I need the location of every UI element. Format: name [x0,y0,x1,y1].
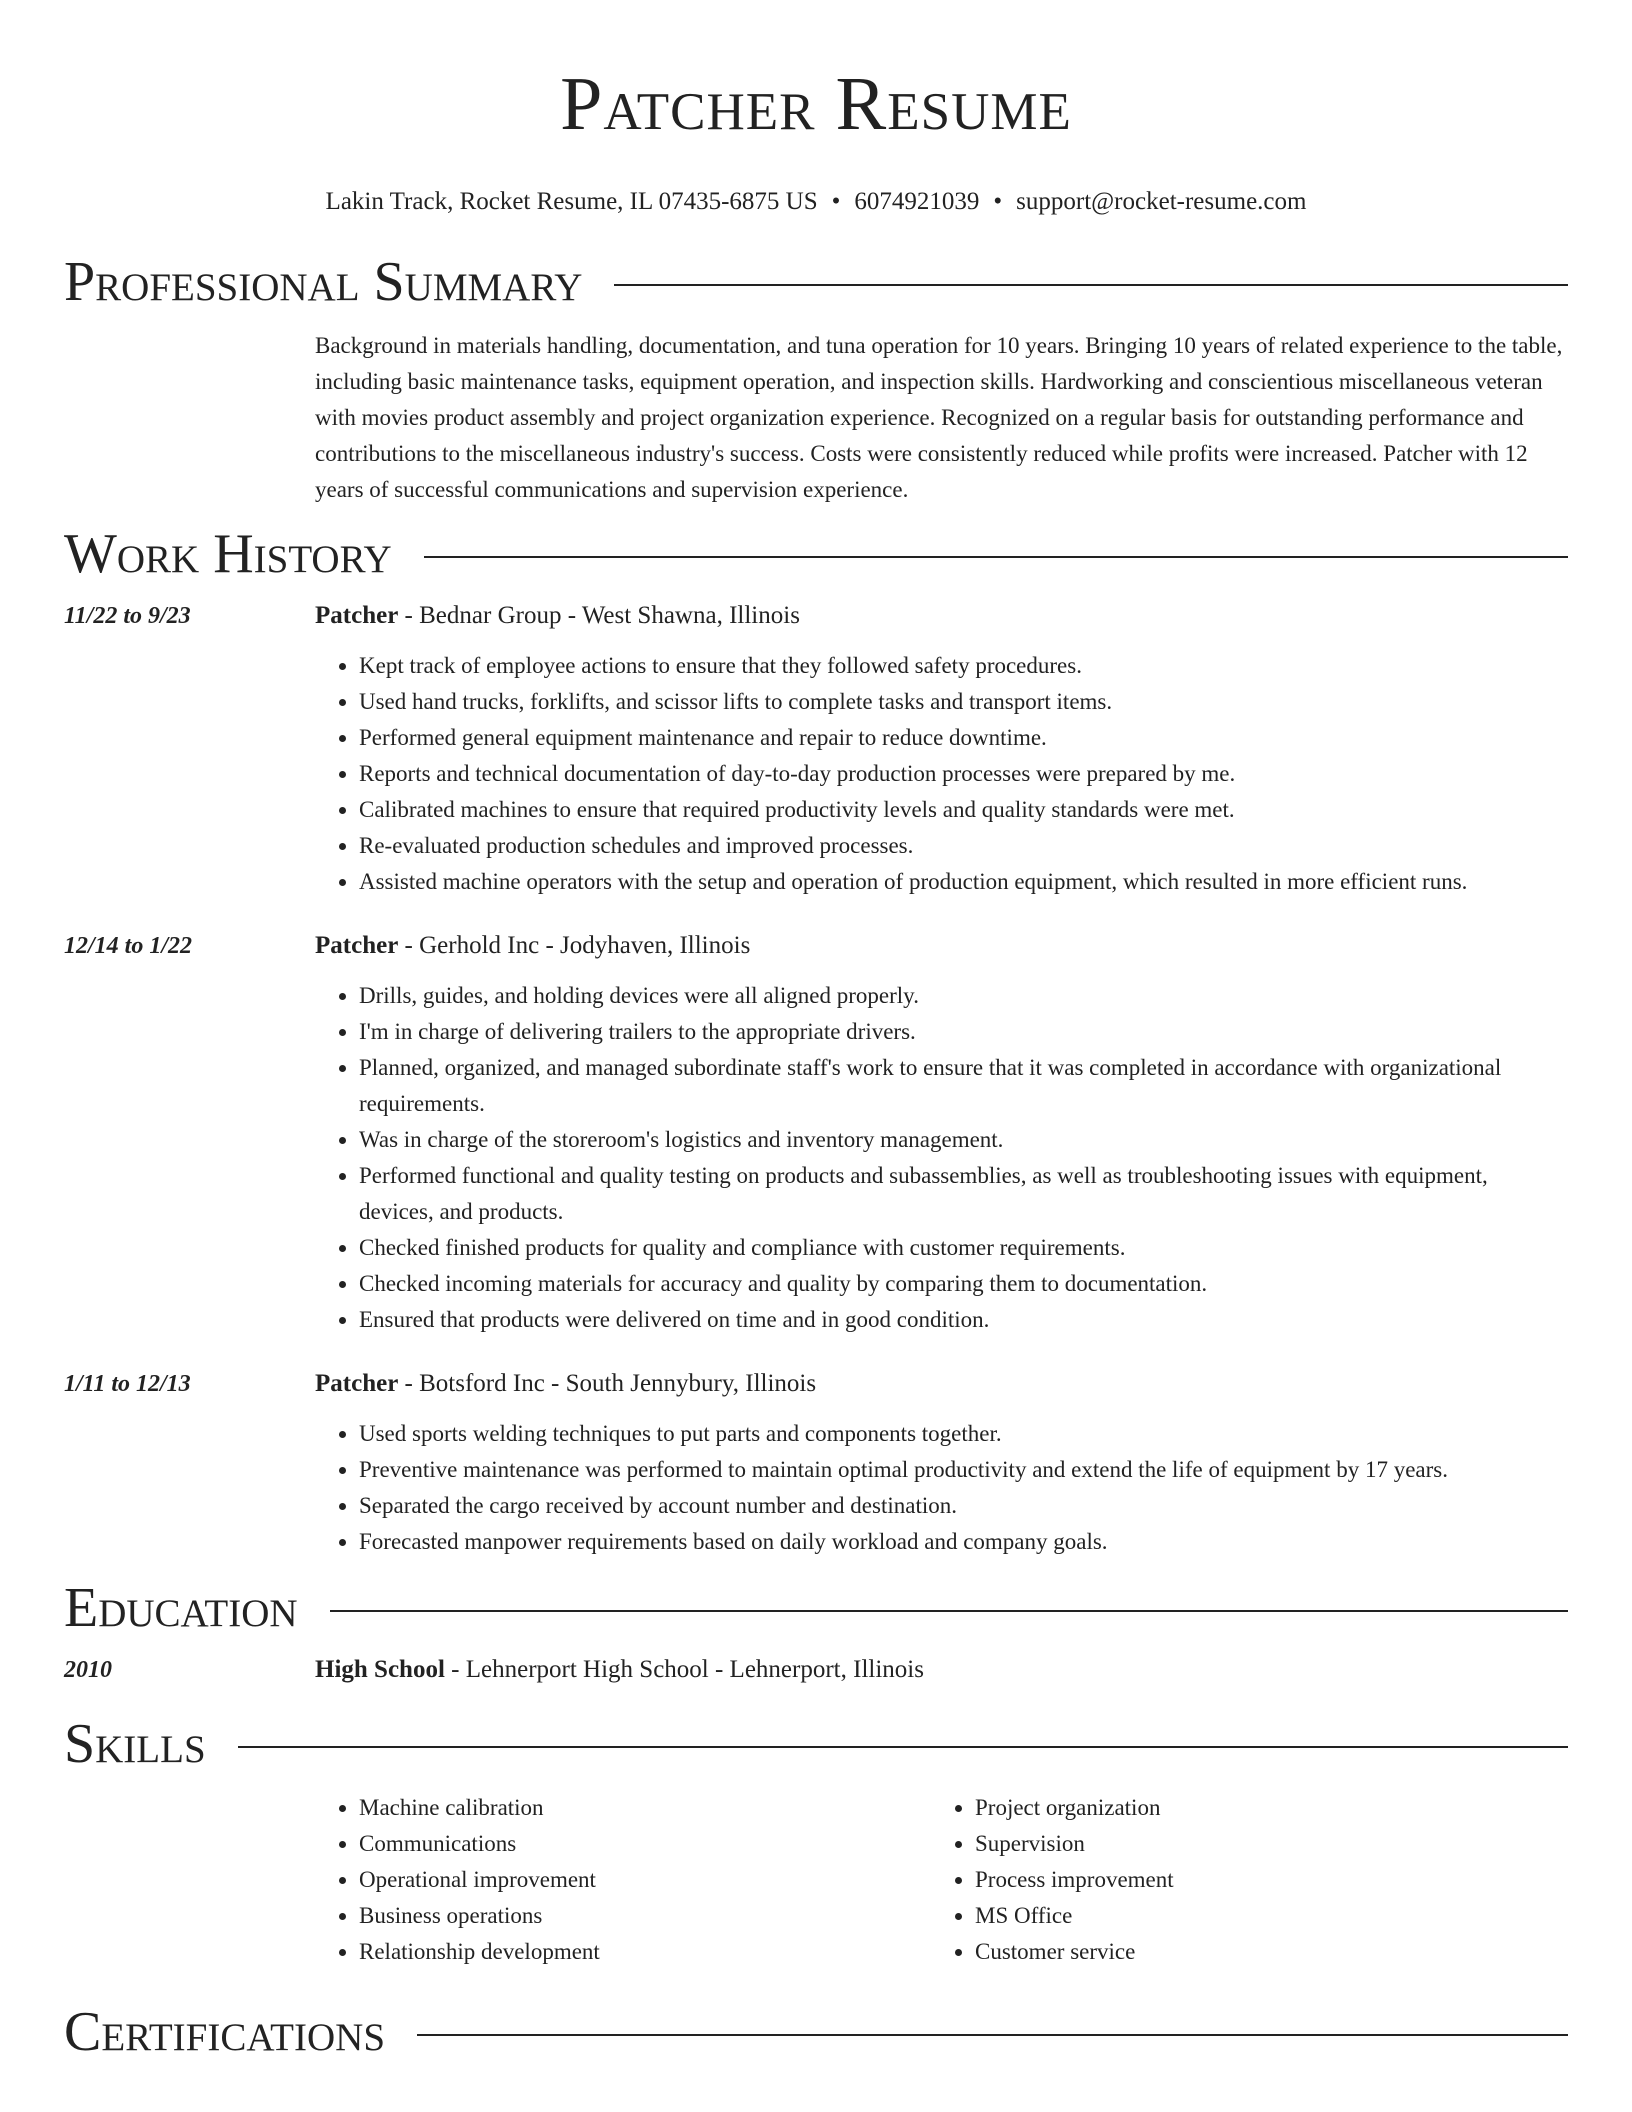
skills-section-header [64,1712,1568,1776]
contact-phone: 6074921039 [854,188,980,215]
job-body [315,600,1568,900]
list-item: • Used hand trucks, forklifts, and scissor lifts to complete tasks and transport items. [359,684,1568,720]
contact-line [64,186,1568,218]
section-divider [238,1746,1568,1748]
list-item: • Supervision [975,1826,1547,1862]
contact-address: Lakin Track, Rocket Resume, IL 07435-6875 US [325,188,818,215]
job-entry [64,1368,1568,1560]
list-item: • Process improvement [975,1862,1547,1898]
list-item: • Separated the cargo received by account number and destination. [359,1488,1568,1524]
list-item: • Forecasted manpower requirements based on daily workload and company goals. [359,1524,1568,1560]
job-details: - Bednar Group - West Shawna, Illinois [398,602,800,629]
list-item: • Business operations [359,1898,931,1934]
education-section-title: Education [64,1577,298,1639]
education-date: 2010 [64,1657,112,1683]
contact-separator: • [993,188,1003,215]
skills-section-title: Skills [64,1713,206,1775]
resume-name: Patcher Resume [560,62,1072,146]
work-section-title: Work History [64,523,392,585]
list-item: • Preventive maintenance was performed to maintain optimal productivity and extend the life of equipment by 17 years. [359,1452,1568,1488]
job-role: Patcher [315,932,399,959]
education-body [315,1654,1568,1686]
list-item: • Ensured that products were delivered on time and in good condition. [359,1302,1568,1338]
certifications-section-header [64,2000,1568,2064]
job-details: - Gerhold Inc - Jodyhaven, Illinois [398,932,751,959]
skills-column-right [931,1790,1547,1970]
list-item: • Used sports welding techniques to put parts and components together. [359,1416,1568,1452]
job-bullets [315,978,1568,1338]
list-item: • Was in charge of the storeroom's logistics and inventory management. [359,1122,1568,1158]
contact-email: support@rocket-resume.com [1016,188,1307,215]
list-item: • Customer service [975,1934,1547,1970]
list-item: • Relationship development [359,1934,931,1970]
education-title-line [315,1654,1568,1686]
skills-column-left [315,1790,931,1970]
job-role: Patcher [315,602,399,629]
section-divider [614,284,1568,286]
job-body [315,930,1568,1338]
work-section-header [64,522,1568,586]
education-entry [64,1654,1568,1686]
education-section-header [64,1576,1568,1640]
summary-section-title: Professional Summary [64,251,583,313]
list-item: • Checked finished products for quality and compliance with customer requirements. [359,1230,1568,1266]
list-item: • Performed functional and quality testing on products and subassemblies, as well as troubleshooting issues with equipment, devices, and products. [359,1158,1568,1230]
job-title-line [315,600,1568,632]
job-details: - Botsford Inc - South Jennybury, Illinois [398,1370,817,1397]
list-item: • Kept track of employee actions to ensure that they followed safety procedures. [359,648,1568,684]
list-item: • Communications [359,1826,931,1862]
education-degree: High School [315,1656,445,1683]
contact-separator: • [831,188,841,215]
section-divider [330,1610,1568,1612]
list-item: • Performed general equipment maintenance and repair to reduce downtime. [359,720,1568,756]
job-bullets [315,648,1568,900]
list-item: • Machine calibration [359,1790,931,1826]
skills-list [315,1790,1568,1970]
section-divider [424,556,1568,558]
list-item: • Re-evaluated production schedules and improved processes. [359,828,1568,864]
job-role: Patcher [315,1370,399,1397]
certifications-section-title: Certifications [64,2001,386,2063]
education-details: - Lehnerport High School - Lehnerport, Illinois [444,1656,924,1683]
list-item: • I'm in charge of delivering trailers to the appropriate drivers. [359,1014,1568,1050]
list-item: • Assisted machine operators with the setup and operation of production equipment, which resulted in more efficient runs. [359,864,1568,900]
job-date: 12/14 to 1/22 [64,933,193,959]
list-item: • Calibrated machines to ensure that required productivity levels and quality standards were met. [359,792,1568,828]
section-divider [417,2034,1568,2036]
list-item: • Checked incoming materials for accuracy and quality by comparing them to documentation. [359,1266,1568,1302]
summary-text: Background in materials handling, documentation, and tuna operation for 10 years. Bringing 10 years of related experience to the table, including basic maintenance tasks, equipment operation, and inspection skills. Hardworking and conscientious miscellaneous veteran with movies product assembly and project organization experience. Recognized on a regular basis for outstanding performance and contributions to the miscellaneous industry's success. Costs were consistently reduced while profits were increased. Patcher with 12 years of successful communications and supervision experience. [315,333,1563,502]
job-date: 11/22 to 9/23 [64,603,191,629]
job-date: 1/11 to 12/13 [64,1371,191,1397]
job-title-line [315,1368,1568,1400]
job-title-line [315,930,1568,962]
list-item: • Drills, guides, and holding devices were all aligned properly. [359,978,1568,1014]
list-item: • Planned, organized, and managed subordinate staff's work to ensure that it was completed in accordance with organizational requirements. [359,1050,1568,1122]
job-entry [64,600,1568,900]
list-item: • Reports and technical documentation of day-to-day production processes were prepared by me. [359,756,1568,792]
job-bullets [315,1416,1568,1560]
list-item: • MS Office [975,1898,1547,1934]
list-item: • Project organization [975,1790,1547,1826]
job-entry [64,930,1568,1338]
list-item: • Operational improvement [359,1862,931,1898]
job-body [315,1368,1568,1560]
summary-section-header [64,250,1568,314]
